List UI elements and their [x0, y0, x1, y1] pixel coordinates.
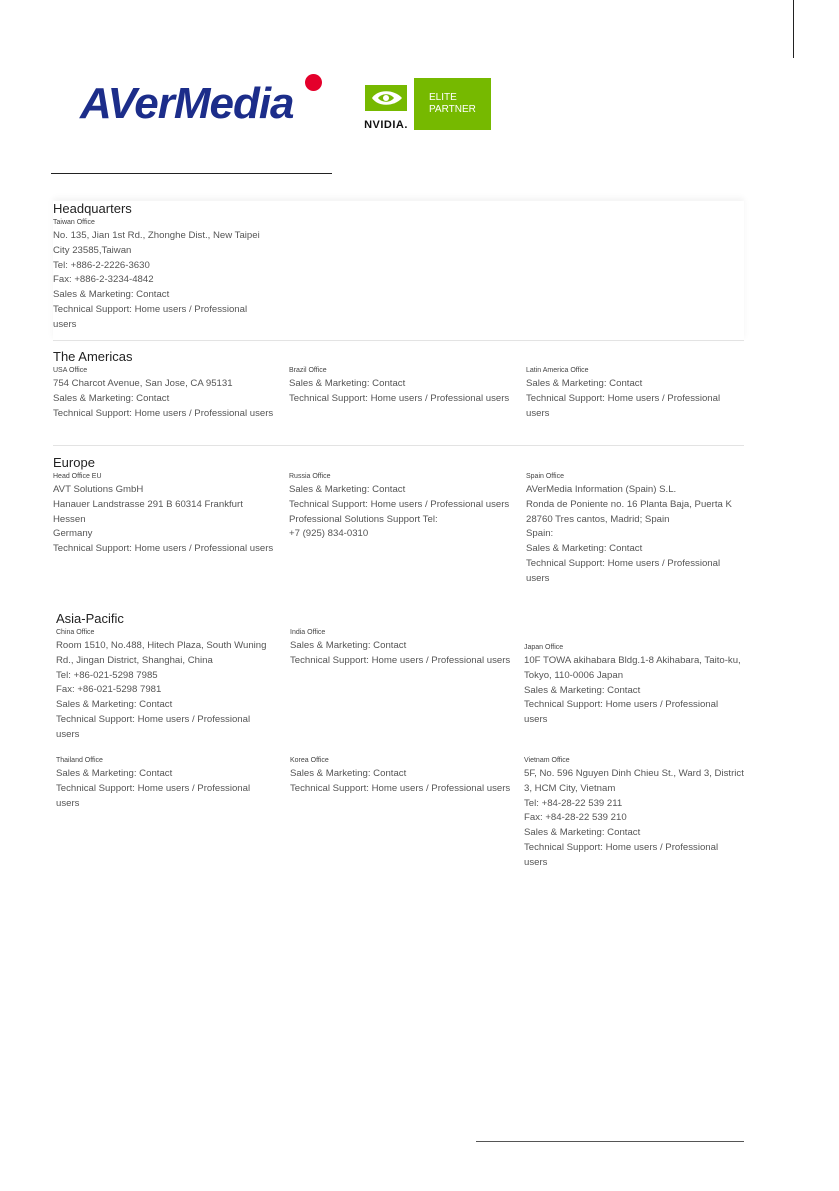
company: AVT Solutions GmbH: [53, 484, 144, 495]
sales-contact-link[interactable]: Sales & Marketing: Contact: [53, 289, 170, 301]
office-thailand: [56, 756, 276, 811]
section-headquarters: [53, 201, 744, 341]
office-name: Taiwan Office: [53, 219, 95, 226]
nvidia-eye-icon: [362, 84, 410, 112]
office-taiwan: [53, 218, 271, 333]
tech-support-link[interactable]: Technical Support: Home users / Professional users: [526, 557, 721, 584]
office-name: Korea Office: [290, 757, 329, 764]
address: Ronda de Poniente no. 16 Planta Baja, Puerta K 28760 Tres cantos, Madrid; Spain: [526, 498, 732, 525]
header-rule: [51, 173, 332, 174]
section-asia-pacific: [56, 611, 744, 876]
office-name: Russia Office: [289, 473, 331, 480]
avermedia-logo: AVerMedia: [80, 79, 294, 128]
tech-support-link[interactable]: Technical Support: Home users / Professional users: [524, 699, 719, 726]
fax: Fax: +84-28-22 539 210: [524, 812, 627, 824]
tech-support-link[interactable]: Technical Support: Home users / Professional users: [290, 654, 511, 666]
support-tel: +7 (925) 834-0310: [289, 528, 369, 540]
office-name: Latin America Office: [526, 367, 589, 374]
office-name: USA Office: [53, 367, 88, 374]
office-name: Spain Office: [526, 473, 565, 480]
fax: Fax: +86-021-5298 7981: [56, 684, 162, 696]
fax: Fax: +886-2-3234-4842: [53, 274, 154, 286]
tel: Tel: +886-2-2226-3630: [53, 259, 150, 271]
address: Room 1510, No.488, Hitech Plaza, South Wuning Rd., Jingan District, Shanghai, China: [56, 640, 267, 666]
tech-support-link[interactable]: Technical Support: Home users / Professional users: [289, 498, 510, 510]
office-spain: [526, 472, 746, 587]
section-title: The Americas: [53, 349, 133, 364]
divider: [53, 340, 744, 341]
section-title: Asia-Pacific: [56, 611, 124, 626]
elite-partner-badge: [414, 78, 491, 130]
office-korea: [290, 756, 512, 797]
sales-contact-link[interactable]: Sales & Marketing: Contact: [53, 392, 170, 404]
nvidia-wordmark: NVIDIA.: [364, 119, 408, 131]
office-name: Brazil Office: [289, 367, 327, 374]
section-title: Europe: [53, 455, 95, 470]
nvidia-logo: [362, 84, 410, 131]
sales-contact-link[interactable]: Sales & Marketing: Contact: [56, 699, 173, 711]
address: 5F, No. 596 Nguyen Dinh Chieu St., Ward 3, District 3, HCM City, Vietnam: [524, 768, 744, 794]
avermedia-logo-dot: [305, 74, 322, 91]
section-americas: [53, 349, 744, 444]
office-name: India Office: [290, 629, 326, 636]
tech-support-link[interactable]: Technical Support: Home users / Professional users: [53, 543, 274, 555]
office-vietnam: [524, 756, 744, 871]
office-head-eu: [53, 472, 275, 557]
office-brazil: [289, 366, 511, 407]
office-russia: [289, 472, 511, 542]
office-name: Head Office EU: [53, 473, 102, 480]
tech-support-link[interactable]: Technical Support: Home users / Professional users: [53, 303, 248, 330]
address: No. 135, Jian 1st Rd., Zhonghe Dist., New Taipei City 23585,Taiwan: [53, 230, 260, 256]
section-europe: [53, 455, 744, 590]
tech-support-link[interactable]: Technical Support: Home users / Professional users: [56, 713, 251, 740]
tech-support-link[interactable]: Technical Support: Home users / Professional users: [526, 392, 721, 419]
country: Spain:: [526, 528, 554, 540]
office-name: China Office: [56, 629, 95, 636]
tech-support-link[interactable]: Technical Support: Home users / Professional users: [290, 782, 511, 794]
tel: Tel: +84-28-22 539 211: [524, 797, 623, 809]
sales-contact-link[interactable]: Sales & Marketing: Contact: [526, 543, 643, 555]
country: Germany: [53, 528, 93, 540]
address: 10F TOWA akihabara Bldg.1-8 Akihabara, Taito-ku, Tokyo, 110-0006 Japan: [524, 655, 741, 681]
tech-support-link[interactable]: Technical Support: Home users / Professional users: [289, 392, 510, 404]
office-japan: [524, 643, 744, 728]
office-name: Thailand Office: [56, 757, 103, 764]
support-label: Professional Solutions Support Tel:: [289, 513, 438, 525]
office-india: [290, 628, 512, 669]
page-edge-line: [793, 0, 794, 58]
sales-contact-link[interactable]: Sales & Marketing: Contact: [289, 378, 406, 389]
company: AVerMedia Information (Spain) S.L.: [526, 484, 677, 495]
badge-line-2: PARTNER: [429, 104, 476, 115]
sales-contact-link[interactable]: Sales & Marketing: Contact: [56, 768, 173, 779]
sales-contact-link[interactable]: Sales & Marketing: Contact: [524, 827, 641, 839]
office-name: Japan Office: [524, 644, 564, 651]
tel: Tel: +86-021-5298 7985: [56, 669, 158, 681]
badge-line-1: ELITE: [429, 92, 457, 103]
office-china: [56, 628, 276, 743]
sales-contact-link[interactable]: Sales & Marketing: Contact: [290, 768, 407, 779]
office-latin-america: [526, 366, 744, 421]
footer-rule: [476, 1141, 744, 1142]
section-title: Headquarters: [53, 201, 132, 216]
address: 754 Charcot Avenue, San Jose, CA 95131: [53, 378, 233, 389]
office-name: Vietnam Office: [524, 757, 570, 764]
tech-support-link[interactable]: Technical Support: Home users / Professional users: [524, 841, 719, 868]
tech-support-link[interactable]: Technical Support: Home users / Professional users: [56, 782, 251, 809]
tech-support-link[interactable]: Technical Support: Home users / Professional users: [53, 407, 274, 419]
office-usa: [53, 366, 275, 421]
address: Hanauer Landstrasse 291 B 60314 Frankfurt Hessen: [53, 498, 243, 525]
sales-contact-link[interactable]: Sales & Marketing: Contact: [526, 378, 643, 389]
sales-contact-link[interactable]: Sales & Marketing: Contact: [289, 484, 406, 495]
divider: [53, 445, 744, 446]
sales-contact-link[interactable]: Sales & Marketing: Contact: [290, 640, 407, 651]
sales-contact-link[interactable]: Sales & Marketing: Contact: [524, 684, 641, 696]
